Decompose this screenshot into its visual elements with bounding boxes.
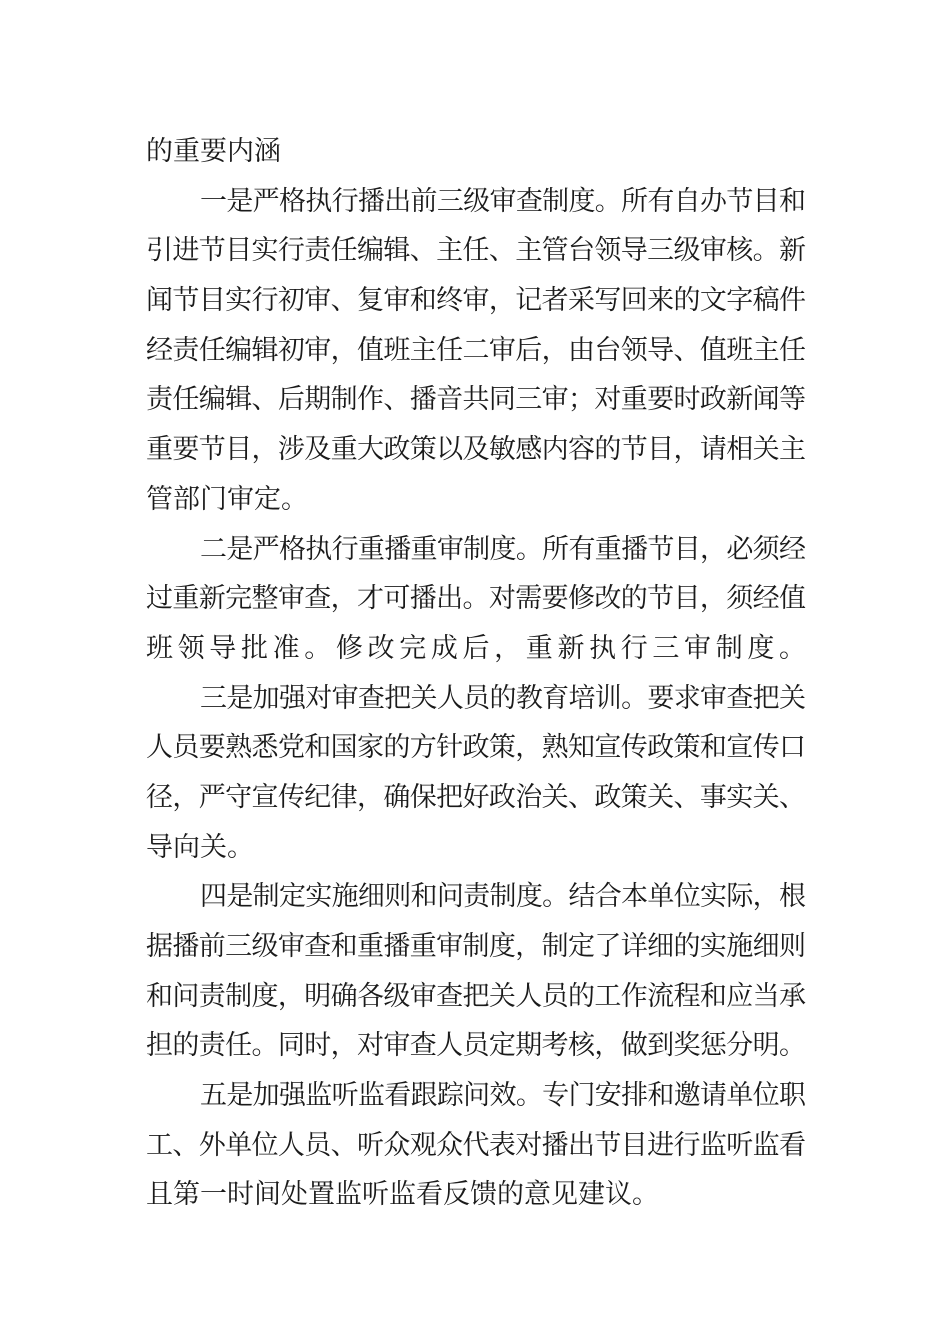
text-line: 一是严格执行播出前三级审查制度。所有自办节目和 [200, 185, 806, 217]
text-line: 管部门审定。 [146, 483, 308, 515]
text-line: 和问责制度，明确各级审查把关人员的工作流程和应当承 [146, 980, 806, 1012]
paragraph-2 [146, 525, 811, 674]
text-line: 重要节目，涉及重大政策以及敏感内容的节目，请相关主 [146, 434, 806, 466]
text-line: 据播前三级审查和重播重审制度，制定了详细的实施细则 [146, 931, 806, 962]
text-line: 经责任编辑初审，值班主任二审后，由台领导、值班主任 [146, 334, 806, 366]
text-line: 三是加强对审查把关人员的教育培训。要求审查把关 [200, 682, 806, 714]
text-line: 引进节目实行责任编辑、主任、主管台领导三级审核。新 [146, 235, 806, 267]
text-line: 人员要熟悉党和国家的方针政策，熟知宣传政策和宣传口 [146, 732, 806, 764]
text-line: 责任编辑、后期制作、播音共同三审；对重要时政新闻等 [146, 384, 806, 416]
text-line: 班领导批准。修改完成后，重新执行三审制度。 [146, 632, 811, 664]
text-line: 的重要内涵 [146, 136, 281, 167]
paragraph-1 [146, 177, 806, 525]
text-line: 担的责任。同时，对审查人员定期考核，做到奖惩分明。 [146, 1030, 806, 1062]
text-line: 径，严守宣传纪律，确保把好政治关、政策关、事实关、 [146, 781, 806, 813]
text-line: 工、外单位人员、听众观众代表对播出节目进行监听监看 [146, 1129, 806, 1161]
text-line: 且第一时间处置监听监看反馈的意见建议。 [146, 1179, 659, 1211]
paragraph-continuation [146, 127, 806, 177]
text-line: 过重新完整审查，才可播出。对需要修改的节目，须经值 [146, 583, 806, 615]
paragraph-4 [146, 872, 806, 1071]
text-line: 四是制定实施细则和问责制度。结合本单位实际，根 [200, 881, 806, 913]
text-line: 五是加强监听监看跟踪问效。专门安排和邀请单位职 [200, 1080, 806, 1112]
paragraph-3 [146, 674, 806, 873]
text-line: 闻节目实行初审、复审和终审，记者采写回来的文字稿件 [146, 285, 806, 317]
document-body [146, 127, 811, 1220]
paragraph-5 [146, 1071, 806, 1220]
text-line: 二是严格执行重播重审制度。所有重播节目，必须经 [200, 533, 806, 565]
text-line: 导向关。 [146, 831, 254, 863]
